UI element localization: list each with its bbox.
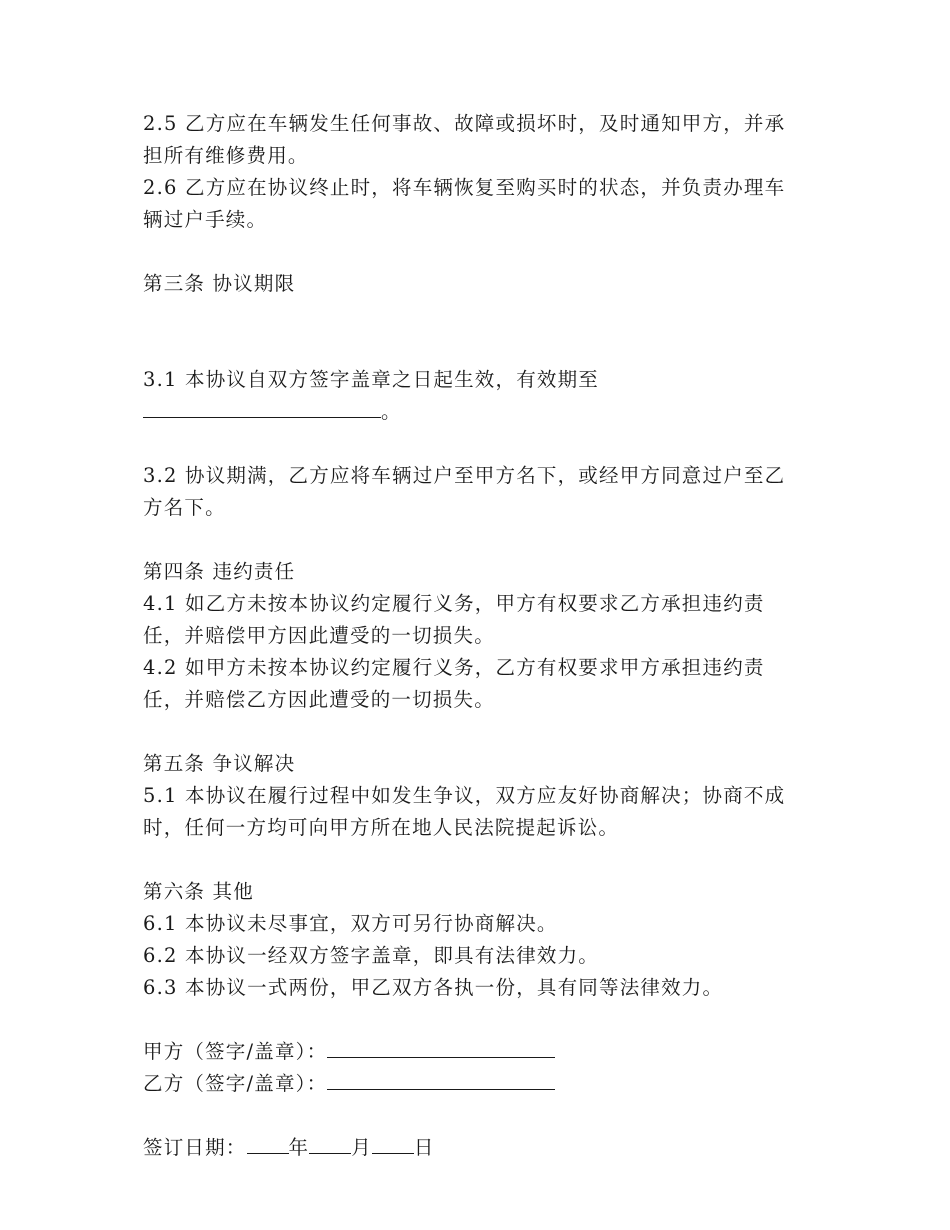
clause-4-1: 4.1 如乙方未按本协议约定履行义务，甲方有权要求乙方承担违约责任，并赔偿甲方因此遭受的一切损失。 [143,592,765,647]
day-blank[interactable] [372,1133,414,1154]
party-b-signature-blank[interactable] [327,1069,555,1090]
clause-3-1 [143,300,803,460]
section-gap [143,1004,803,1036]
section-gap [143,1100,803,1132]
clause-3-2: 3.2 协议期满，乙方应将车辆过户至甲方名下，或经甲方同意过户至乙方名下。 [143,464,786,519]
month-blank[interactable] [309,1133,351,1154]
party-b-label: 乙方（签字/盖章）： [143,1072,328,1095]
party-b-signature [143,1068,803,1100]
section-gap [143,236,803,268]
validity-date-blank[interactable] [143,397,381,418]
year-blank[interactable] [247,1133,289,1154]
clause-6-2: 6.2 本协议一经双方签字盖章，即具有法律效力。 [143,944,600,967]
section-gap [143,524,803,556]
clause-4-2: 4.2 如甲方未按本协议约定履行义务，乙方有权要求甲方承担违约责任，并赔偿乙方因此遭受的一切损失。 [143,656,765,711]
signing-date [143,1132,803,1164]
clause-2-6: 2.6 乙方应在协议终止时，将车辆恢复至购买时的状态，并负责办理车辆过户手续。 [143,176,786,231]
signing-date-label: 签订日期： [143,1136,247,1159]
clause-6-1: 6.1 本协议未尽事宜，双方可另行协商解决。 [143,912,558,935]
clause-6-3: 6.3 本协议一式两份，甲乙双方各执一份，具有同等法律效力。 [143,976,724,999]
article-3-title: 第三条 协议期限 [143,272,296,295]
clause-3-1-period: 。 [381,400,402,423]
party-a-signature [143,1036,803,1068]
section-gap [143,716,803,748]
day-label: 日 [413,1136,435,1159]
clause-5-1: 5.1 本协议在履行过程中如发生争议，双方应友好协商解决；协商不成时，任何一方均可向甲方所在地人民法院提起诉讼。 [143,784,786,839]
clause-3-1-text: 3.1 本协议自双方签字盖章之日起生效，有效期至 [143,368,600,391]
agreement-document [143,108,803,1164]
article-5-title: 第五条 争议解决 [143,752,296,775]
year-label: 年 [288,1136,310,1159]
clause-2-5: 2.5 乙方应在车辆发生任何事故、故障或损坏时，及时通知甲方，并承担所有维修费用。 [143,112,786,167]
article-4-title: 第四条 违约责任 [143,560,296,583]
section-gap [143,844,803,876]
month-label: 月 [351,1136,372,1159]
article-6-title: 第六条 其他 [143,880,254,903]
party-a-label: 甲方（签字/盖章）： [143,1040,328,1063]
party-a-signature-blank[interactable] [327,1037,555,1058]
